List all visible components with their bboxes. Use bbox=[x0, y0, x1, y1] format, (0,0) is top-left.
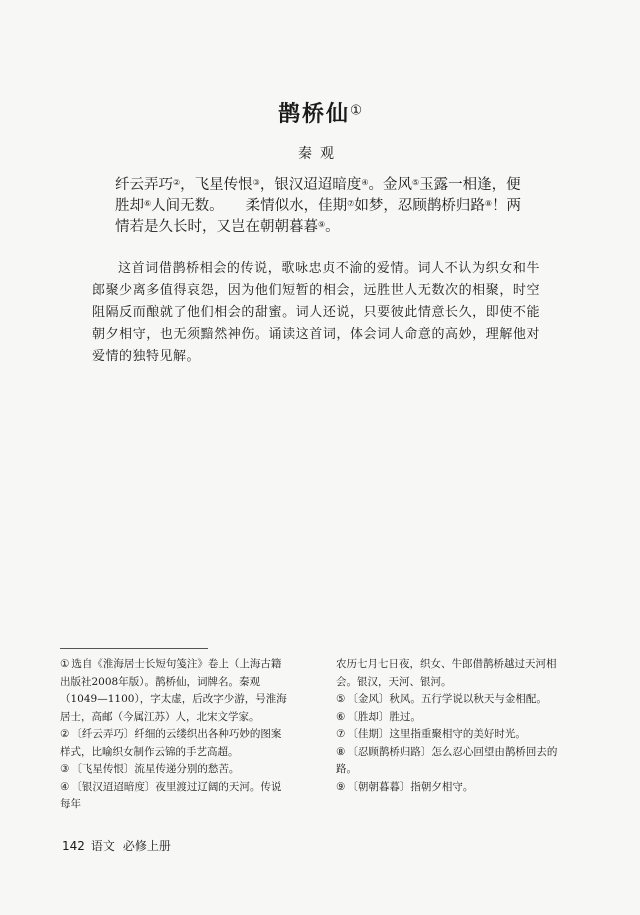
footnote-text: 〔胜却〕胜过。 bbox=[347, 710, 421, 723]
poem-segment: 纤云弄巧 bbox=[115, 177, 173, 193]
footnote-number: ⑦ bbox=[336, 728, 346, 740]
title-note-marker: ① bbox=[350, 103, 362, 119]
footnote-item bbox=[336, 691, 576, 709]
footnote-text: 〔飞星传恨〕流星传递分别的愁苦。 bbox=[71, 763, 240, 775]
note-marker: ⑦ bbox=[347, 199, 355, 208]
footnote-item bbox=[336, 744, 576, 779]
footnote-item bbox=[336, 709, 576, 727]
footnote-number: ① bbox=[60, 658, 70, 670]
poem-segment: 。 bbox=[325, 219, 340, 235]
poem-segment: ！两情若是久长时，又岂在朝朝暮暮 bbox=[115, 198, 522, 235]
footnote-text: 〔朝朝暮暮〕指朝夕相守。 bbox=[347, 780, 474, 793]
page-number: 142 bbox=[62, 839, 85, 853]
footnote-number: ⑧ bbox=[336, 745, 346, 758]
footnote-text: 〔忍顾鹊桥归路〕怎么忍心回望由鹊桥回去的路。 bbox=[336, 745, 558, 775]
note-marker: ⑨ bbox=[318, 220, 326, 229]
footnote-number: ⑤ bbox=[336, 693, 346, 705]
footnote-item bbox=[336, 726, 576, 744]
footnote-item bbox=[60, 726, 288, 761]
footnote-item bbox=[60, 779, 288, 814]
note-marker: ⑤ bbox=[412, 178, 420, 187]
footnote-item bbox=[60, 761, 288, 779]
footnote-number: ② bbox=[60, 728, 70, 740]
footnote-number: ⑨ bbox=[336, 780, 346, 793]
footnote-text: 〔佳期〕这里指重聚相守的美好时光。 bbox=[347, 728, 526, 740]
footnote-number: ③ bbox=[60, 763, 70, 775]
author: 秦观 bbox=[298, 146, 342, 162]
poem-segment: ，飞星传恨 bbox=[180, 177, 253, 193]
footnote-item bbox=[336, 779, 576, 797]
note-marker: ④ bbox=[361, 178, 369, 187]
footnote-text: 〔银汉迢迢暗度〕夜里渡过辽阔的天河。传说每年 bbox=[60, 780, 282, 810]
footnote-divider bbox=[60, 648, 208, 649]
footnotes-left-column bbox=[60, 656, 288, 814]
note-marker: ③ bbox=[252, 178, 260, 187]
poem-title: 鹊桥仙 bbox=[278, 101, 351, 127]
note-marker: ⑥ bbox=[144, 199, 152, 208]
footnote-number: ⑥ bbox=[336, 710, 346, 723]
volume-label: 必修上册 bbox=[122, 839, 171, 853]
title-block bbox=[0, 97, 640, 128]
footnote-text: 〔纤云弄巧〕纤细的云缕织出各种巧妙的图案样式，比喻织女制作云锦的手艺高超。 bbox=[60, 728, 282, 758]
poem-text bbox=[115, 175, 535, 238]
footnote-text: 选自《淮海居士长短句笺注》卷上（上海古籍出版社2008年版）。鹊桥仙，词牌名。秦观（1049—1100），字太虚，后改字少游，号淮海居士，高邮（今属江苏）人，北宋文学家。 bbox=[60, 658, 287, 723]
subject-label: 语文 bbox=[90, 839, 115, 853]
footnotes-right-column bbox=[336, 656, 576, 796]
note-marker: ⑧ bbox=[484, 199, 493, 208]
footnote-number: ④ bbox=[60, 780, 70, 793]
poem-segment: ，银汉迢迢暗度 bbox=[259, 177, 362, 193]
footnote-text: 〔金风〕秋风。五行学说以秋天与金相配。 bbox=[347, 693, 547, 705]
poem-segment: 柔情似水，佳期 bbox=[245, 198, 348, 214]
footnote-continuation: 农历七月七日夜，织女、牛郎借鹊桥越过天河相会。银汉，天河、银河。 bbox=[336, 658, 557, 688]
footnote-item bbox=[60, 656, 288, 726]
poem-segment: 。金风 bbox=[368, 177, 413, 193]
note-marker: ② bbox=[173, 178, 181, 187]
page-footer bbox=[62, 837, 171, 854]
intro-paragraph: 这首词借鹊桥相会的传说，歌咏忠贞不渝的爱情。词人不认为织女和牛郎聚少离多值得哀怨，因为他们短暂的相会，远胜世人无数次的相聚，时空阻隔反而酿就了他们相会的甜蜜。词人还说，只要彼此情意长久，即使不能朝夕相守，也无须黯然神伤。诵读这首词，体会词人命意的高妙，理解他对爱情的独特见解。 bbox=[92, 261, 540, 364]
poem-segment: 人间无数。 bbox=[151, 198, 224, 214]
poem-segment: 如梦，忍顾鹊桥归路 bbox=[354, 198, 485, 214]
poem-segment: 玉露一相逢，便胜却 bbox=[115, 177, 521, 214]
